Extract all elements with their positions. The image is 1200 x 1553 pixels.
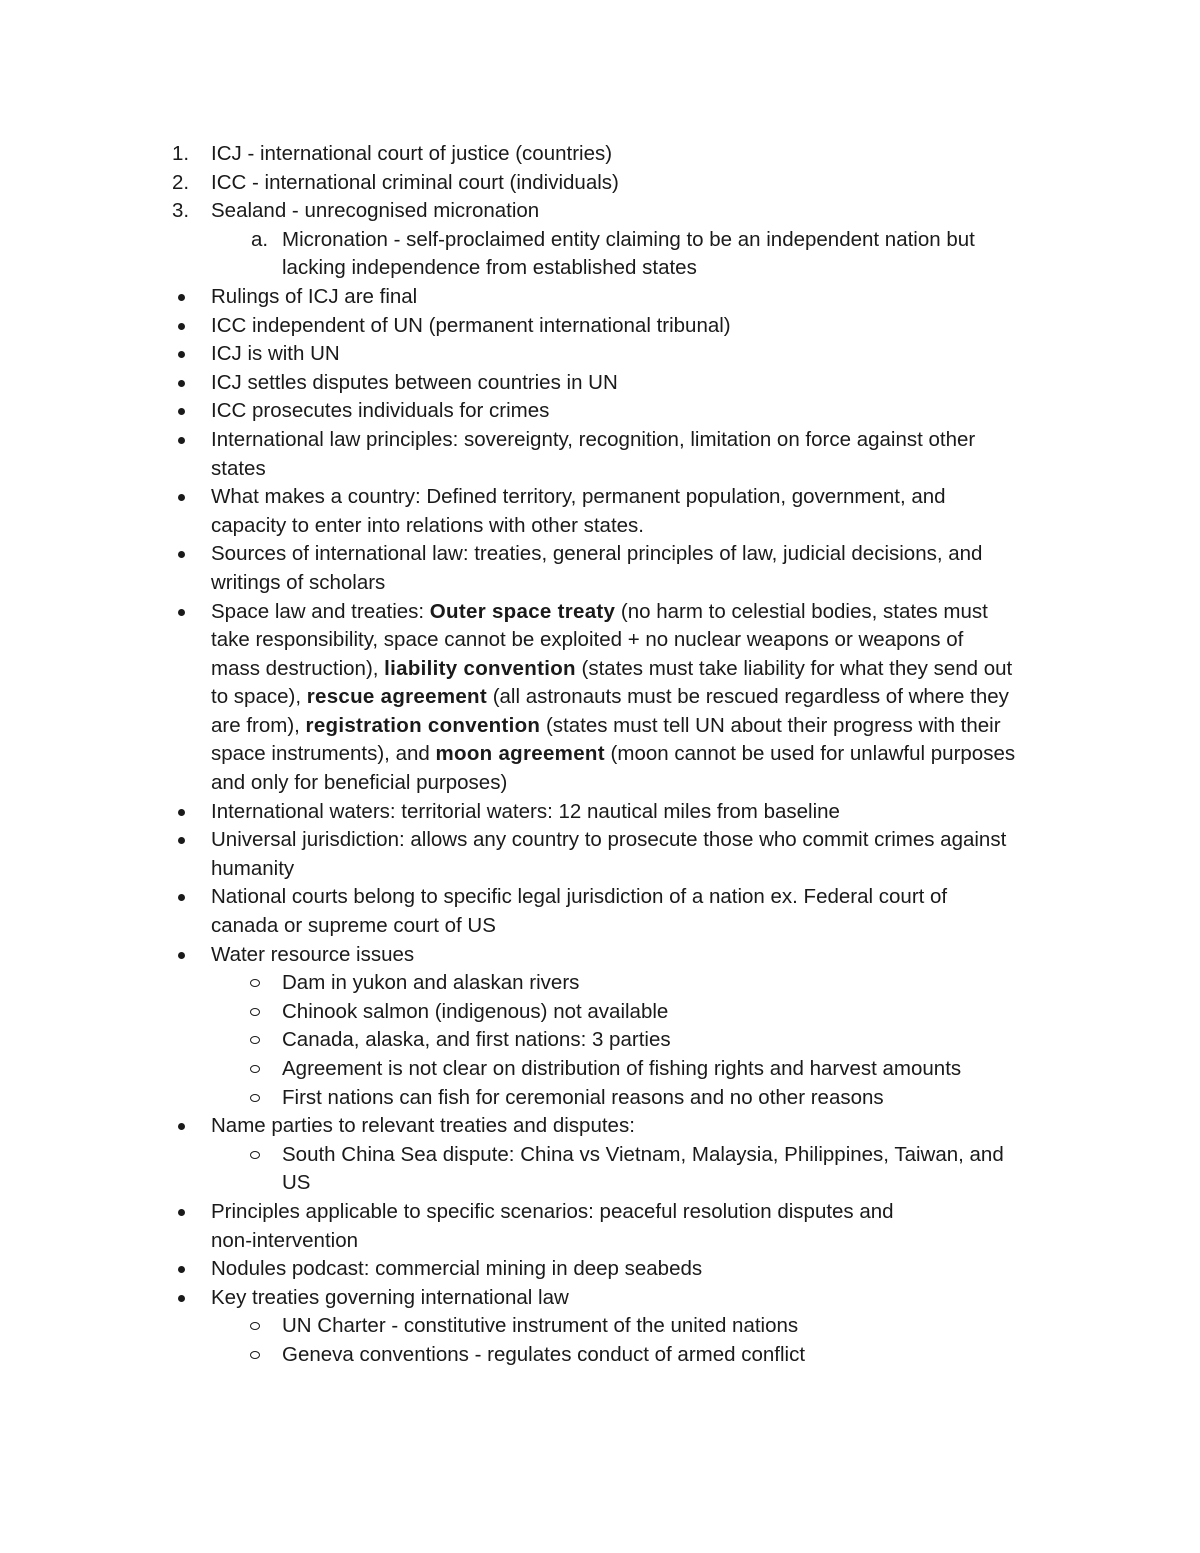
sub-list-item (0, 1084, 1200, 1113)
text-run: Space law and treaties: (211, 599, 430, 623)
list-item-text: writings of scholars (211, 570, 386, 594)
list-item-text: First nations can fish for ceremonial reasons and no other reasons (282, 1085, 884, 1109)
bullet-circle-icon (250, 1322, 260, 1330)
text-run: (no harm to celestial bodies, states must (615, 599, 988, 623)
list-item-text: Principles applicable to specific scenarios: peaceful resolution disputes and (211, 1199, 894, 1223)
sub-list-item (0, 1341, 1200, 1370)
list-item-text: UN Charter - constitutive instrument of the united nations (282, 1314, 799, 1338)
list-item (0, 197, 1200, 226)
list-item (0, 397, 1200, 426)
list-item-text: Canada, alaska, and first nations: 3 parties (282, 1028, 671, 1052)
bullet-dot-icon (178, 1123, 185, 1130)
list-item-text: humanity (211, 856, 295, 880)
list-item-text: South China Sea dispute: China vs Vietnam, Malaysia, Philippines, Taiwan, and (282, 1142, 1004, 1166)
list-item (0, 426, 1200, 483)
bullet-dot-icon (178, 408, 185, 415)
list-item-text: Chinook salmon (indigenous) not available (282, 999, 669, 1023)
list-item-text: lacking independence from established states (282, 256, 697, 280)
list-item (0, 340, 1200, 369)
bullet-dot-icon (178, 494, 185, 501)
list-item-text (211, 712, 1200, 741)
list-item-text: US (282, 1171, 311, 1195)
bullet-circle-icon (250, 1151, 260, 1159)
bullet-dot-icon (178, 380, 185, 387)
list-item (0, 598, 1200, 798)
bullet-dot-icon (178, 837, 185, 844)
list-item-text: ICC prosecutes individuals for crimes (211, 399, 550, 423)
list-item (0, 798, 1200, 827)
list-item-text: Universal jurisdiction: allows any country to prosecute those who commit crimes against (211, 828, 1007, 852)
text-run: (states must take liability for what they send out (575, 656, 1013, 680)
sub-list-item (0, 1141, 1200, 1198)
sub-list-item (0, 1026, 1200, 1055)
sub-list-item (0, 1312, 1200, 1341)
bullet-circle-icon (250, 1094, 260, 1102)
list-item-text (211, 598, 1200, 627)
text-run: space instruments), and (211, 742, 436, 766)
list-item (0, 369, 1200, 398)
list-item-text: Key treaties governing international law (211, 1285, 569, 1309)
list-item-text: canada or supreme court of US (211, 914, 496, 938)
list-item-text: Nodules podcast: commercial mining in deep seabeds (211, 1257, 703, 1281)
text-run: (states must tell UN about their progress with their (540, 713, 1001, 737)
list-number: a. (251, 227, 269, 251)
bold-term: rescue agreement (306, 685, 487, 709)
bold-term: registration convention (305, 713, 541, 737)
bullet-circle-icon (250, 979, 260, 987)
list-item-text: ICC - international criminal court (individuals) (211, 170, 619, 194)
list-item-text: Agreement is not clear on distribution of fishing rights and harvest amounts (282, 1057, 962, 1080)
text-run: and only for beneficial purposes) (211, 771, 508, 795)
bullet-dot-icon (178, 952, 185, 959)
list-item (0, 1112, 1200, 1141)
bullet-dot-icon (178, 437, 185, 444)
list-item-text: National courts belong to specific legal jurisdiction of a nation ex. Federal court of (211, 885, 948, 909)
list-item (0, 941, 1200, 970)
list-item-text (211, 626, 1200, 655)
bullet-dot-icon (178, 609, 185, 616)
list-item-text: ICC independent of UN (permanent international tribunal) (211, 313, 731, 337)
sub-list-item (0, 1055, 1200, 1084)
document-page (0, 140, 1200, 1370)
text-run: are from), (211, 713, 306, 737)
list-item (0, 1255, 1200, 1284)
list-item-text: International waters: territorial waters: 12 nautical miles from baseline (211, 799, 840, 823)
bullet-dot-icon (178, 1295, 185, 1302)
list-item-text: ICJ is with UN (211, 342, 340, 366)
list-item-text: What makes a country: Defined territory, permanent population, government, and (211, 485, 946, 509)
sub-list-item (0, 226, 1200, 283)
bullet-circle-icon (250, 1065, 260, 1073)
list-item-text: capacity to enter into relations with other states. (211, 513, 645, 537)
list-item (0, 540, 1200, 597)
bullet-dot-icon (178, 1209, 185, 1216)
list-item-text: ICJ settles disputes between countries in UN (211, 370, 618, 394)
list-item (0, 1284, 1200, 1313)
list-item-text: non-intervention (211, 1228, 359, 1252)
list-number: 2. (172, 170, 190, 194)
list-number: 3. (172, 199, 190, 223)
bullet-dot-icon (178, 294, 185, 301)
bold-term: moon agreement (435, 742, 605, 766)
list-item-text: Dam in yukon and alaskan rivers (282, 971, 580, 995)
list-item-text (211, 740, 1200, 769)
list-item-text (211, 655, 1200, 684)
list-item-text: Geneva conventions - regulates conduct of armed conflict (282, 1342, 806, 1366)
bullet-dot-icon (178, 351, 185, 358)
bullet-circle-icon (250, 1351, 260, 1359)
list-item-text: ICJ - international court of justice (countries) (211, 142, 613, 165)
list-item-text: states (211, 456, 266, 480)
list-item-text (211, 769, 1200, 798)
bullet-dot-icon (178, 809, 185, 816)
bullet-dot-icon (178, 1266, 185, 1273)
bullet-dot-icon (178, 894, 185, 901)
text-run: (all astronauts must be rescued regardless of where they (487, 685, 1009, 709)
bold-term: Outer space treaty (429, 599, 616, 623)
list-item-text (211, 683, 1200, 712)
list-item (0, 826, 1200, 883)
list-item (0, 283, 1200, 312)
text-run: (moon cannot be used for unlawful purposes (604, 742, 1016, 766)
bold-term: liability convention (384, 656, 576, 680)
list-item-text: Rulings of ICJ are final (211, 284, 418, 308)
list-item (0, 312, 1200, 341)
list-item (0, 169, 1200, 198)
list-item-text: Sealand - unrecognised micronation (211, 199, 540, 223)
sub-list-item (0, 998, 1200, 1027)
text-run: take responsibility, space cannot be exploited + no nuclear weapons or weapons of (211, 628, 964, 652)
bullet-circle-icon (250, 1008, 260, 1016)
sub-list-item (0, 969, 1200, 998)
list-item-text: Name parties to relevant treaties and disputes: (211, 1114, 635, 1138)
list-item-text: Micronation - self-proclaimed entity claiming to be an independent nation but (282, 227, 975, 251)
list-item (0, 1198, 1200, 1255)
text-run: mass destruction), (211, 656, 385, 680)
list-item-text: Sources of international law: treaties, general principles of law, judicial decisions, and (211, 542, 983, 566)
list-item-text: Water resource issues (211, 942, 415, 966)
bullet-circle-icon (250, 1036, 260, 1044)
list-number: 1. (172, 142, 190, 165)
bullet-dot-icon (178, 551, 185, 558)
list-item-text: International law principles: sovereignty, recognition, limitation on force against other (211, 427, 976, 451)
text-run: to space), (211, 685, 307, 709)
bullet-dot-icon (178, 323, 185, 330)
list-item (0, 883, 1200, 940)
list-item (0, 483, 1200, 540)
list-item (0, 140, 1200, 169)
